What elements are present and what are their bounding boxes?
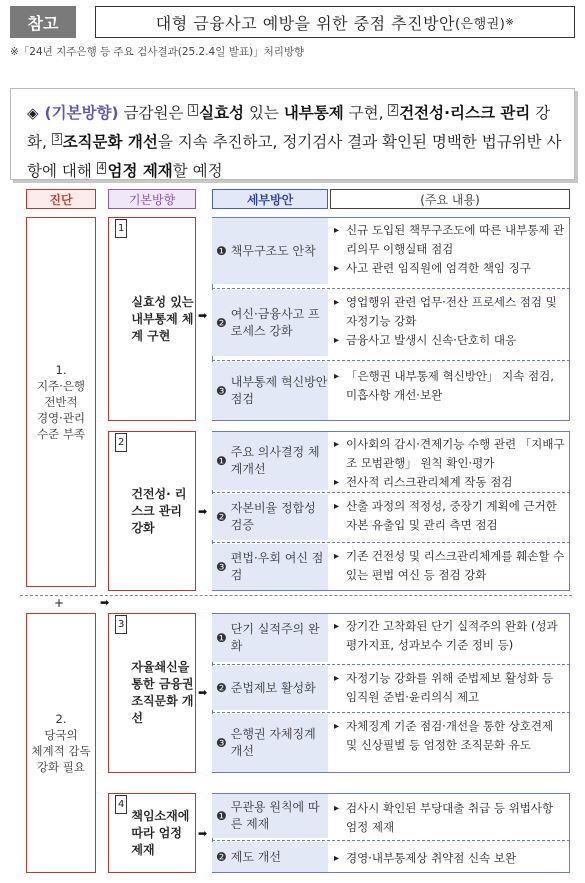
measure-bullet: ❶	[216, 630, 227, 645]
policy-text-part: 금감원은	[118, 104, 189, 123]
content-cell	[330, 544, 570, 588]
title-main: 대형 금융사고 예방을 위한 중점 추진방안	[155, 13, 455, 33]
policy-label: (기본방향)	[44, 104, 119, 123]
measure-label: 편법·우회 여신 점검	[230, 551, 324, 582]
content-cell	[330, 846, 570, 871]
direction-box	[108, 793, 196, 873]
measure-cell	[212, 842, 328, 872]
measure-bullet: ❸	[216, 559, 227, 574]
content-item: ▸ 「은행권 내부통제 혁신방안」 지속 점검, 미흡사항 개선·보완	[334, 367, 566, 405]
measure-cell	[212, 794, 328, 838]
measure-label: 무관용 원칙에 따른 제재	[230, 800, 320, 831]
measure-bullet: ❷	[216, 509, 227, 524]
content-cell	[330, 614, 570, 658]
row-divider	[212, 360, 570, 361]
measure-cell	[212, 290, 328, 356]
content-cell	[330, 432, 570, 495]
content-item: ▸ 자체징계 기준 점검·개선을 통한 상호견제 및 신상필벌 등 엄정한 조직문화 유도	[334, 717, 566, 755]
policy-keyword: 건전성·리스크 관리	[399, 104, 531, 123]
row-divider	[212, 542, 570, 543]
measure-bullet: ❸	[216, 383, 227, 398]
direction-number: 3	[115, 615, 127, 634]
row-divider	[212, 664, 570, 665]
column-header-diagnosis: 진단	[26, 189, 96, 209]
measure-label: 여신·금융사고 프로세스 강화	[230, 307, 320, 338]
content-item: ▸ 영업행위 관련 업무·전산 프로세스 점검 및 자정기능 강화	[334, 293, 566, 331]
column-header-direction: 기본방향	[108, 189, 196, 209]
measure-bullet: ❶	[216, 808, 227, 823]
content-item: ▸ 장기간 고착화된 단기 실적주의 완화 (성과평가지표, 성과보수 기준 정비 등)	[334, 617, 566, 655]
policy-text-part: 구현,	[343, 104, 389, 123]
title-suffix: (은행권)	[454, 16, 506, 32]
row-divider	[212, 840, 570, 841]
policy-text-part: 있는	[244, 104, 284, 123]
policy-num: 3	[53, 134, 60, 145]
plus-sign: +	[54, 596, 65, 610]
measure-label: 은행권 자체징계 개선	[230, 727, 316, 758]
policy-text-part: 강화,	[27, 104, 551, 152]
arrow-icon: ➡	[198, 505, 208, 518]
measure-cell	[212, 432, 328, 490]
content-item: ▸ 사고 관련 임직원에 엄격한 책임 징구	[334, 259, 566, 278]
policy-keyword: 내부통제	[283, 104, 344, 123]
diagnosis-text: 1. 지주·은행 전반적 경영·관리 수준 부족	[36, 363, 86, 441]
content-item: ▸ 이사회의 감시·견제기능 수행 관련 「지배구조 모범관행」 원칙 확인·평가	[334, 435, 566, 473]
policy-num: 1	[190, 105, 197, 115]
measure-cell	[212, 362, 328, 420]
measure-cell	[212, 218, 328, 284]
measure-bullet: ❷	[216, 849, 227, 864]
direction-label: 건전성· 리스크 관리 강화	[131, 486, 187, 535]
measure-bullet: ❸	[216, 735, 227, 750]
direction-number: 1	[115, 219, 127, 238]
policy-text-part: 할 예정	[172, 162, 223, 181]
policy-keyword: 실효성	[199, 104, 245, 123]
document-title	[95, 6, 575, 38]
policy-keyword: 조직문화 개선	[62, 133, 158, 152]
policy-num: 4	[98, 163, 105, 174]
content-cell	[330, 218, 570, 281]
policy-num: 2	[390, 105, 397, 115]
measure-cell	[212, 494, 328, 540]
policy-text-part: 을 지속 추진하고, 정기검사 결과 확인된 명백한 법규위반 사항에 대해	[27, 133, 562, 181]
diagnosis-box	[26, 217, 96, 587]
row-divider	[212, 712, 570, 713]
content-cell	[330, 666, 570, 710]
measure-label: 책무구조도 안착	[230, 243, 316, 258]
measure-cell	[212, 714, 328, 772]
arrow-icon: ➡	[198, 309, 208, 322]
content-item: ▸ 경영·내부통제상 취약점 신속 보완	[334, 849, 566, 868]
content-item: ▸ 검사시 확인된 부당대출 취급 등 위법사항 엄정 제재	[334, 799, 566, 837]
row-divider	[212, 492, 570, 493]
direction-box	[108, 613, 196, 773]
measure-bullet: ❷	[216, 680, 227, 695]
column-header-contents: (주요 내용)	[330, 189, 570, 209]
content-item: ▸ 금융사고 발생시 신속·단호히 대응	[334, 331, 566, 350]
content-cell	[330, 714, 570, 758]
measure-label: 내부통제 혁신방안 점검	[230, 375, 328, 406]
measure-bullet: ❶	[216, 243, 227, 258]
content-item: ▸ 기존 건전성 및 리스크관리체계를 훼손할 수 있는 편법 여신 등 점검 강화	[334, 547, 566, 585]
measure-bullet: ❶	[216, 453, 227, 468]
policy-keyword: 엄정 제재	[107, 162, 173, 181]
arrow-icon: ➡	[198, 686, 208, 699]
measure-cell	[212, 614, 328, 662]
content-item: ▸ 자정기능 강화를 위해 준법제보 활성화 등 임직원 준법·윤리의식 제고	[334, 669, 566, 707]
column-header-measures: 세부방안	[212, 189, 328, 209]
diagnosis-box	[26, 613, 96, 873]
content-item: ▸ 신규 도입된 책무구조도에 따른 내부통제 관리의무 이행실태 점검	[334, 221, 566, 259]
direction-box	[108, 217, 196, 421]
content-cell	[330, 796, 570, 840]
policy-box	[10, 88, 575, 180]
measure-label: 제도 개선	[230, 849, 281, 864]
measure-label: 단기 실적주의 완화	[230, 622, 320, 653]
source-note: ※「24년 지주은행 등 주요 검사결과(25.2.4일 발표)」처리방향	[10, 46, 305, 58]
measure-label: 자본비율 정합성 검증	[230, 501, 316, 532]
measure-label: 준법제보 활성화	[230, 680, 316, 695]
content-item: ▸ 산출 과정의 적정성, 중장기 계획에 근거한 자본 유출입 및 관리 측면 점검	[334, 497, 566, 535]
content-cell	[330, 494, 570, 538]
measure-cell	[212, 666, 328, 710]
arrow-icon: ➡	[198, 827, 208, 840]
direction-box	[108, 431, 196, 591]
policy-text	[27, 97, 567, 184]
title-mark: ※	[505, 16, 515, 28]
content-item: ▸ 전사적 리스크관리체계 작동 점검	[334, 473, 566, 492]
content-cell	[330, 290, 570, 353]
direction-number: 2	[115, 433, 127, 452]
row-divider	[212, 288, 570, 289]
measure-cell	[212, 544, 328, 590]
direction-label: 자율쇄신을 통한 금융권 조직문화 개선	[131, 660, 194, 725]
measure-label: 주요 의사결정 체계개선	[230, 445, 320, 476]
reference-tag: 참고	[10, 6, 76, 38]
arrow-icon: ➡	[100, 596, 110, 609]
content-cell	[330, 364, 570, 408]
direction-label: 책임소재에 따라 엄정 제재	[131, 808, 190, 857]
diamond-icon: ◈	[27, 104, 39, 123]
measure-bullet: ❷	[216, 315, 227, 330]
direction-label: 실효성 있는 내부통제 체계 구현	[131, 294, 194, 343]
direction-number: 4	[115, 795, 127, 814]
diagnosis-text: 2. 당국의 체계적 감독 강화 필요	[31, 712, 91, 774]
